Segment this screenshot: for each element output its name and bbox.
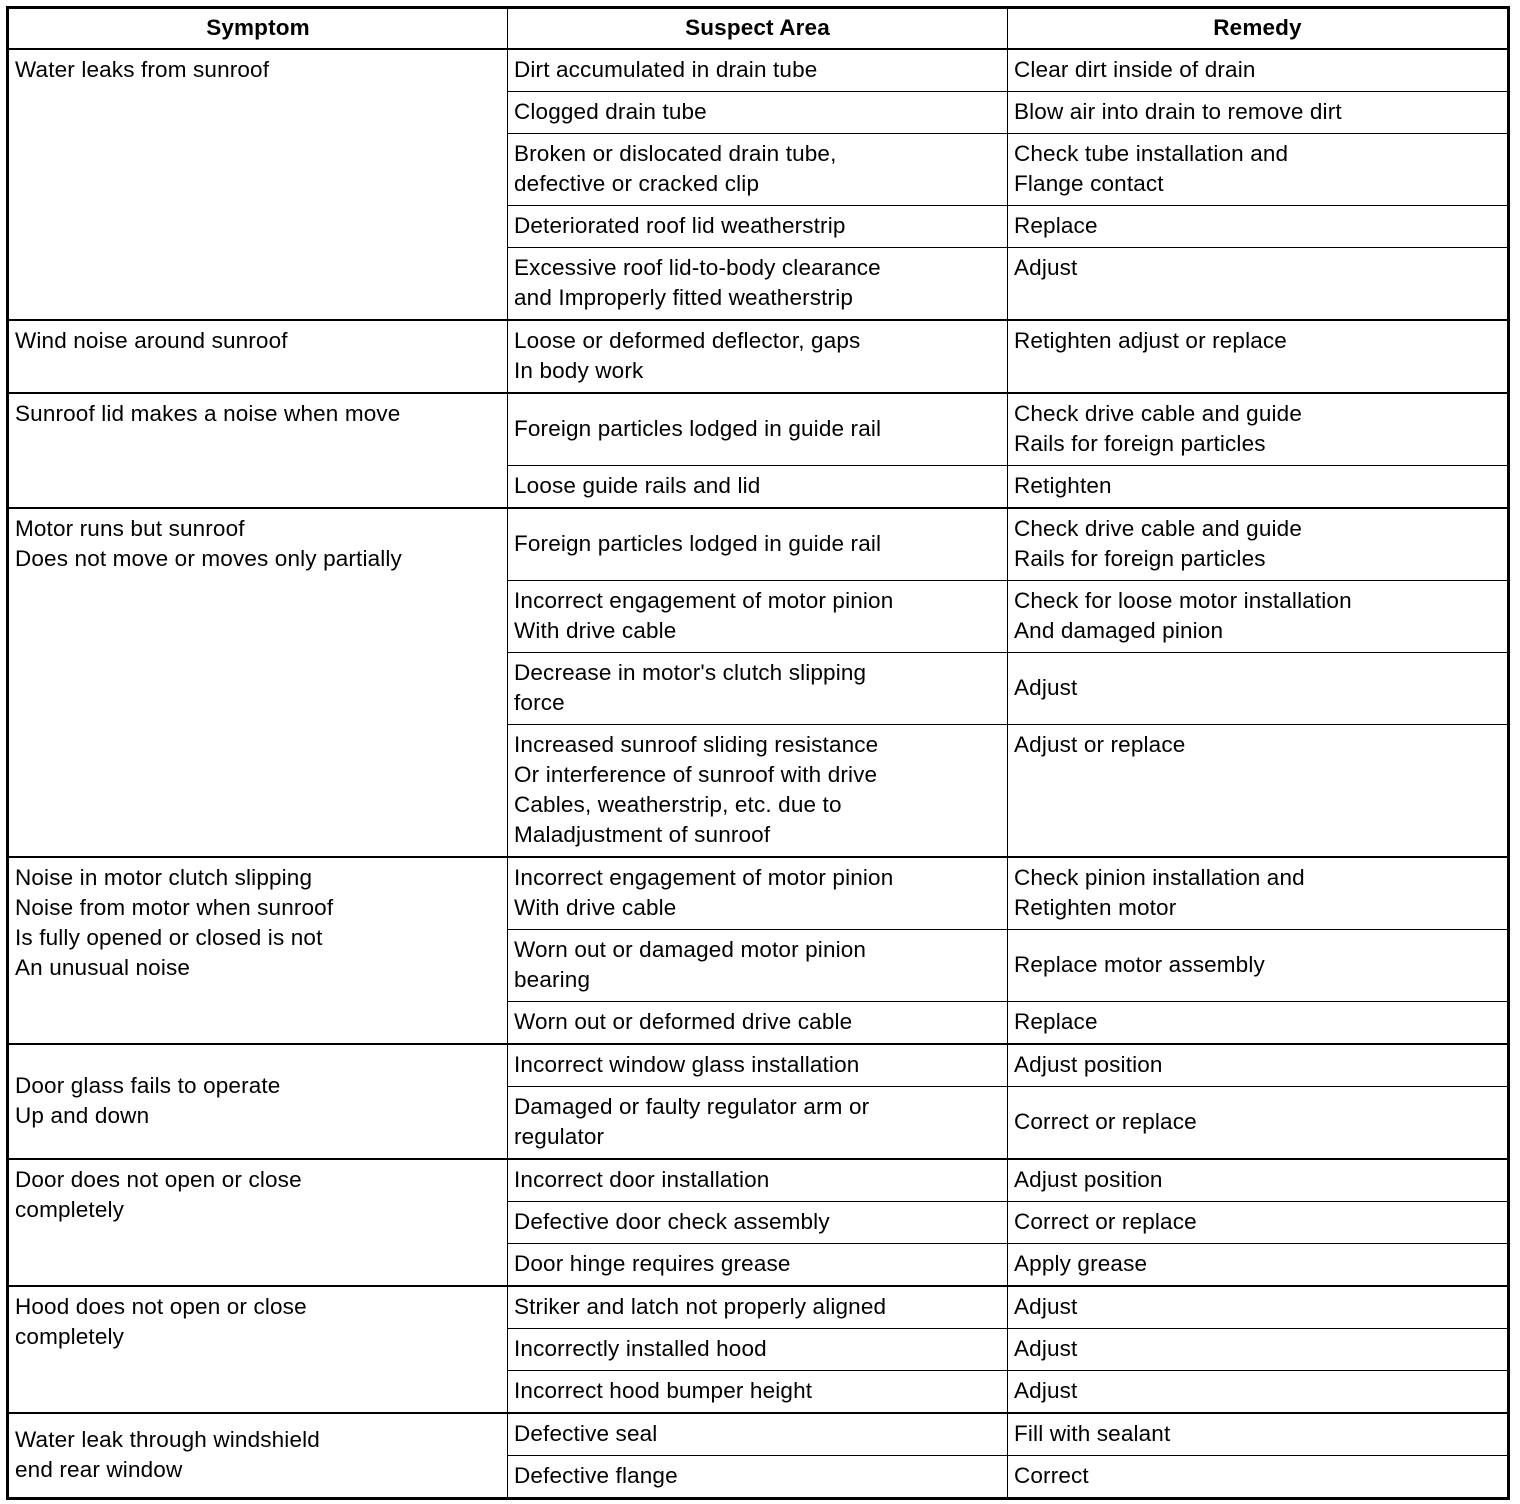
suspect-area-cell: Incorrect window glass installation (508, 1044, 1008, 1087)
suspect-area-cell: Defective flange (508, 1456, 1008, 1499)
remedy-cell: Adjust position (1008, 1159, 1509, 1202)
remedy-cell: Check for loose motor installation And damaged pinion (1008, 581, 1509, 653)
table-row (8, 1159, 1509, 1202)
suspect-area-cell: Increased sunroof sliding resistance Or interference of sunroof with drive Cables, weatherstrip, etc. due to Maladjustment of sunroof (508, 725, 1008, 858)
symptom-cell: Motor runs but sunroof Does not move or moves only partially (8, 508, 508, 857)
remedy-cell: Check drive cable and guide Rails for foreign particles (1008, 393, 1509, 466)
symptom-cell: Door glass fails to operate Up and down (8, 1044, 508, 1159)
header-remedy: Remedy (1008, 8, 1509, 50)
suspect-area-cell: Loose guide rails and lid (508, 466, 1008, 509)
suspect-area-cell: Defective seal (508, 1413, 1008, 1456)
symptom-cell: Hood does not open or close completely (8, 1286, 508, 1413)
suspect-area-cell: Incorrect door installation (508, 1159, 1008, 1202)
suspect-area-cell: Excessive roof lid-to-body clearance and Improperly fitted weatherstrip (508, 248, 1008, 321)
header-suspect-area: Suspect Area (508, 8, 1008, 50)
table-row (8, 320, 1509, 393)
header-symptom: Symptom (8, 8, 508, 50)
table-row (8, 1286, 1509, 1329)
remedy-cell: Adjust (1008, 653, 1509, 725)
table-row (8, 857, 1509, 930)
suspect-area-cell: Clogged drain tube (508, 92, 1008, 134)
suspect-area-cell: Incorrect engagement of motor pinion With drive cable (508, 857, 1008, 930)
table-row (8, 1413, 1509, 1456)
remedy-cell: Retighten adjust or replace (1008, 320, 1509, 393)
suspect-area-cell: Defective door check assembly (508, 1202, 1008, 1244)
remedy-cell: Adjust (1008, 1329, 1509, 1371)
troubleshooting-table (6, 6, 1510, 1500)
symptom-cell: Water leak through windshield end rear window (8, 1413, 508, 1499)
remedy-cell: Blow air into drain to remove dirt (1008, 92, 1509, 134)
symptom-cell: Sunroof lid makes a noise when move (8, 393, 508, 508)
symptom-cell: Noise in motor clutch slipping Noise from motor when sunroof Is fully opened or closed is not An unusual noise (8, 857, 508, 1044)
remedy-cell: Check drive cable and guide Rails for foreign particles (1008, 508, 1509, 581)
remedy-cell: Adjust position (1008, 1044, 1509, 1087)
suspect-area-cell: Worn out or damaged motor pinion bearing (508, 930, 1008, 1002)
remedy-cell: Check tube installation and Flange contact (1008, 134, 1509, 206)
symptom-cell: Door does not open or close completely (8, 1159, 508, 1286)
suspect-area-cell: Striker and latch not properly aligned (508, 1286, 1008, 1329)
remedy-cell: Correct or replace (1008, 1202, 1509, 1244)
remedy-cell: Retighten (1008, 466, 1509, 509)
table-row (8, 508, 1509, 581)
remedy-cell: Fill with sealant (1008, 1413, 1509, 1456)
table-row (8, 1044, 1509, 1087)
suspect-area-cell: Broken or dislocated drain tube, defective or cracked clip (508, 134, 1008, 206)
header-row (8, 8, 1509, 50)
remedy-cell: Check pinion installation and Retighten motor (1008, 857, 1509, 930)
table-row (8, 49, 1509, 92)
suspect-area-cell: Incorrect engagement of motor pinion With drive cable (508, 581, 1008, 653)
remedy-cell: Adjust (1008, 1286, 1509, 1329)
remedy-cell: Replace (1008, 1002, 1509, 1045)
remedy-cell: Replace (1008, 206, 1509, 248)
table-body (8, 49, 1509, 1499)
remedy-cell: Clear dirt inside of drain (1008, 49, 1509, 92)
suspect-area-cell: Door hinge requires grease (508, 1244, 1008, 1287)
suspect-area-cell: Decrease in motor's clutch slipping force (508, 653, 1008, 725)
suspect-area-cell: Incorrect hood bumper height (508, 1371, 1008, 1414)
symptom-cell: Water leaks from sunroof (8, 49, 508, 320)
suspect-area-cell: Worn out or deformed drive cable (508, 1002, 1008, 1045)
symptom-cell: Wind noise around sunroof (8, 320, 508, 393)
suspect-area-cell: Foreign particles lodged in guide rail (508, 508, 1008, 581)
table-row (8, 393, 1509, 466)
remedy-cell: Apply grease (1008, 1244, 1509, 1287)
suspect-area-cell: Damaged or faulty regulator arm or regulator (508, 1087, 1008, 1160)
remedy-cell: Replace motor assembly (1008, 930, 1509, 1002)
remedy-cell: Adjust or replace (1008, 725, 1509, 858)
remedy-cell: Correct (1008, 1456, 1509, 1499)
suspect-area-cell: Dirt accumulated in drain tube (508, 49, 1008, 92)
suspect-area-cell: Incorrectly installed hood (508, 1329, 1008, 1371)
suspect-area-cell: Foreign particles lodged in guide rail (508, 393, 1008, 466)
suspect-area-cell: Loose or deformed deflector, gaps In body work (508, 320, 1008, 393)
remedy-cell: Adjust (1008, 248, 1509, 321)
remedy-cell: Correct or replace (1008, 1087, 1509, 1160)
remedy-cell: Adjust (1008, 1371, 1509, 1414)
suspect-area-cell: Deteriorated roof lid weatherstrip (508, 206, 1008, 248)
